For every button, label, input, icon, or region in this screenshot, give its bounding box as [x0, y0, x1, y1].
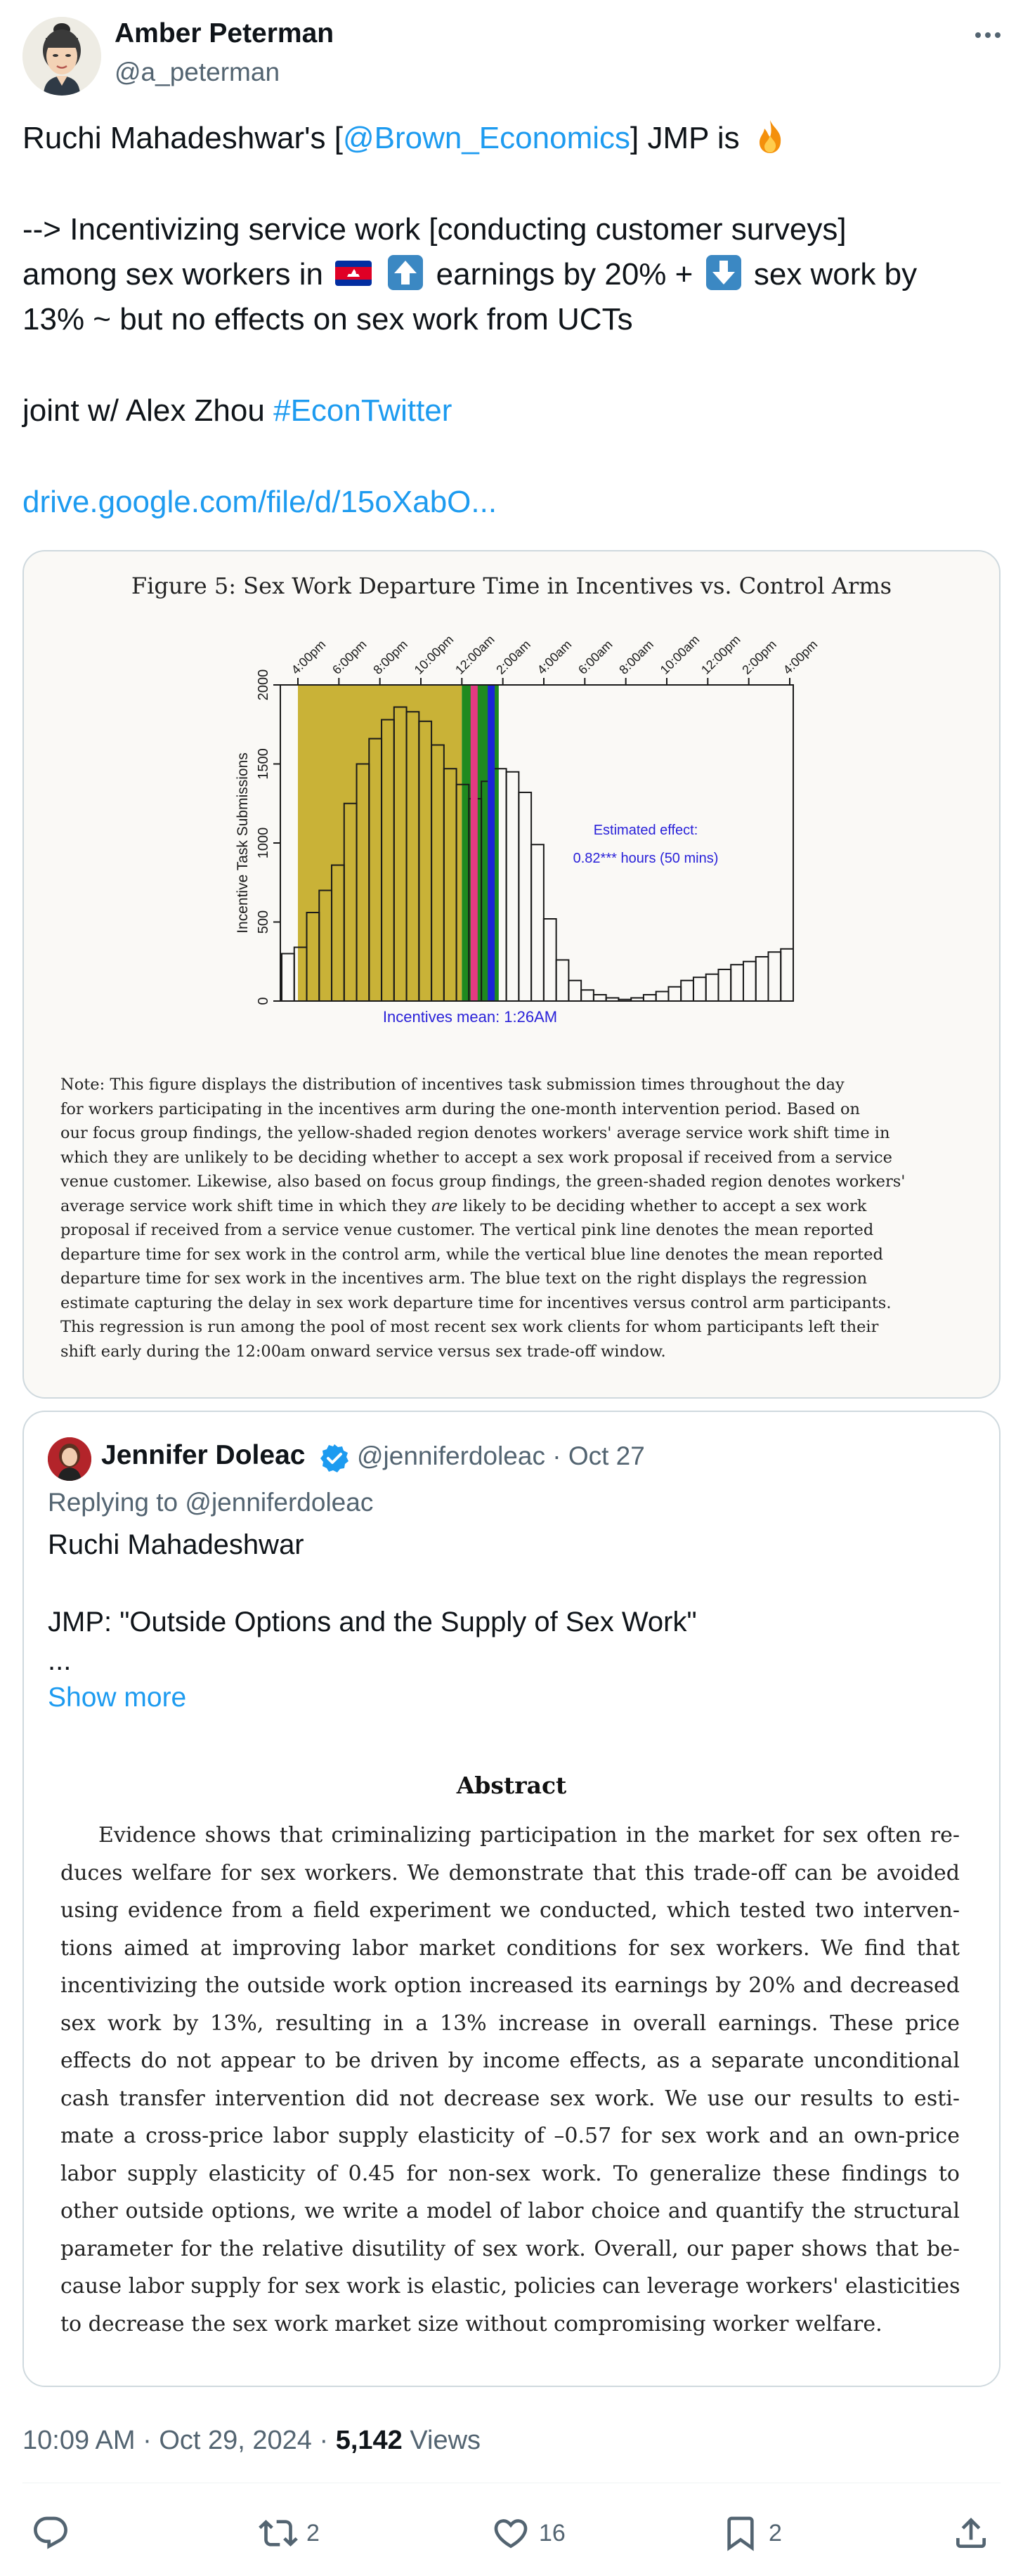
tweet-line-4: 13% ~ but no effects on sex work from UCTs [22, 302, 633, 336]
x-tick-label: 4:00am [534, 637, 575, 677]
hashtag-link[interactable]: #EconTwitter [273, 393, 452, 428]
histogram-bar [668, 987, 681, 1001]
x-tick-label: 4:00pm [780, 637, 821, 677]
histogram-bar [768, 952, 781, 1001]
quote-date: · Oct 27 [552, 1441, 645, 1470]
x-tick-label: 6:00pm [330, 637, 370, 677]
x-tick-label: 4:00pm [288, 637, 329, 677]
y-tick-label: 500 [256, 910, 271, 934]
yellow-shaded-region [298, 685, 462, 1001]
heart-icon [491, 2513, 530, 2553]
tweet-line-3: among sex workers in earnings by 20% + sex work by [22, 252, 992, 297]
reply-icon [31, 2513, 70, 2553]
person-avatar-icon [48, 1437, 91, 1481]
y-tick-label: 1000 [256, 827, 271, 859]
histogram-bar [731, 965, 743, 1001]
tweet-text [22, 116, 992, 525]
author-name[interactable]: Amber Peterman [115, 18, 334, 48]
x-tick-label: 10:00am [657, 632, 703, 677]
histogram-bar [507, 772, 519, 1001]
y-tick-label: 2000 [256, 669, 271, 701]
author-handle[interactable]: @a_peterman [115, 58, 280, 86]
tweet-line-2: --> Incentivizing service work [conducting customer surveys] [22, 212, 847, 247]
x-tick-label: 12:00pm [698, 632, 743, 677]
histogram-bar [556, 960, 569, 1002]
views-label: Views [410, 2426, 481, 2455]
fire-emoji-icon [751, 117, 789, 155]
like-count: 16 [539, 2519, 566, 2546]
annotation-value: 0.82*** hours (50 mins) [573, 851, 719, 866]
figure-image-card[interactable] [22, 550, 1001, 1399]
histogram-bar [519, 792, 531, 1001]
abstract-image[interactable] [24, 1742, 999, 2387]
quote-text: Ruchi Mahadeshwar JMP: "Outside Options and the Supply of Sex Work" ... [48, 1529, 697, 1676]
tweet-line-5: joint w/ Alex Zhou #EconTwitter [22, 393, 452, 428]
histogram-bar [581, 990, 594, 1001]
post-time[interactable]: 10:09 AM · Oct 29, 2024 · [22, 2426, 329, 2455]
show-more-link[interactable]: Show more [48, 1682, 187, 1713]
histogram-bar [681, 981, 693, 1001]
x-tick-label: 8:00am [616, 637, 656, 677]
quote-author-name[interactable]: Jennifer Doleac [101, 1440, 306, 1470]
retweet-icon [259, 2513, 298, 2553]
quote-author-avatar[interactable] [48, 1437, 91, 1481]
down-arrow-icon [705, 254, 743, 292]
histogram-bar [594, 995, 606, 1001]
like-button[interactable] [491, 2512, 566, 2554]
x-tick-label: 2:00pm [739, 637, 779, 677]
author-avatar[interactable] [22, 17, 101, 96]
bookmark-icon [721, 2513, 760, 2553]
share-icon [951, 2513, 991, 2553]
retweet-button[interactable] [259, 2512, 320, 2554]
annotation-title: Estimated effect: [593, 823, 698, 838]
histogram-bar [706, 974, 719, 1001]
histogram-bar [644, 995, 656, 1001]
histogram-bar [656, 992, 669, 1002]
histogram-bar [756, 957, 769, 1001]
histogram-bar [693, 977, 706, 1001]
x-tick-label: 2:00am [493, 637, 533, 677]
histogram-bar [544, 919, 556, 1001]
histogram-bar [531, 844, 544, 1001]
cartoon-avatar-icon [22, 17, 101, 96]
replying-to: Replying to @jenniferdoleac [48, 1488, 374, 1517]
histogram-bar [568, 981, 581, 1001]
bookmark-count: 2 [769, 2519, 782, 2546]
abstract-body: Evidence shows that criminalizing participation in the market for sex often re- duces welfare for sex workers. We demonstrate that this trade-off can be avoided using evidence from a field experiment we conducted, which tested two interven- tions aimed at improving labor market conditions for sex workers. We find that incentivizing the outside work option increased its earnings by 20% and decreased sex work by 13%, resulting in a 13% increase in overall earnings. These price effects do not appear to be driven by income effects, as a separate unconditional cash transfer intervention did not decrease sex work. We use our results to esti- mate a cross-price labor supply elasticity of –0.57 for sex work and an own-price labor supply elasticity of 0.45 for non-sex work. To generalize these findings to other outside options, we write a model of labor choice and quantify the structural parameter for the relative disutility of sex work. Overall, our paper shows that be- cause labor supply for sex work is elastic, policies can leverage workers' elasticities to decrease the sex work market size without compromising worker welfare. [60, 1823, 960, 2336]
reply-button[interactable] [31, 2512, 79, 2554]
histogram-chart [24, 551, 1001, 1071]
y-axis-label: Incentive Task Submissions [235, 752, 251, 934]
histogram-bar [718, 969, 731, 1001]
histogram-bar [781, 949, 793, 1001]
chart-title: Figure 5: Sex Work Departure Time in Incentives vs. Control Arms [131, 573, 892, 599]
x-tick-label: 6:00am [575, 637, 615, 677]
tweet-timestamp [22, 2426, 481, 2456]
abstract-title: Abstract [456, 1772, 567, 1799]
cambodia-flag-icon [334, 254, 372, 292]
y-tick-label: 0 [256, 997, 271, 1005]
views-count: 5,142 [335, 2426, 403, 2455]
mention-link[interactable]: @Brown_Economics [342, 121, 630, 155]
quoted-tweet-card[interactable] [22, 1411, 1001, 2387]
x-tick-label: 12:00am [452, 632, 497, 677]
up-arrow-icon [386, 254, 424, 292]
incentives-mean-label: Incentives mean: 1:26AM [382, 1008, 558, 1026]
histogram-bar [282, 954, 294, 1002]
quote-author-handle: @jenniferdoleac · Oct 27 [357, 1441, 645, 1470]
x-tick-label: 8:00pm [370, 637, 410, 677]
histogram-bar [743, 962, 756, 1001]
more-options-icon[interactable] [971, 21, 1005, 49]
x-tick-label: 10:00pm [411, 632, 457, 677]
figure-note: Note: This figure displays the distribution of incentives task submission times throughout the day for workers participating in the incentives arm during the one-month intervention period. Based on our focus group findings, the yellow-shaded region denotes workers' average service work shift time in which they are unlikely to be deciding whether to accept a sex work proposal if received from a service venue customer. Likewise, also based on focus group findings, the green-shaded region denotes workers' average service work shift time in which they are likely to be deciding whether to accept a sex work proposal if received from a service venue customer. The vertical pink line denotes the mean reported departure time for sex work in the control arm, while the vertical blue line denotes the mean reported departure time for sex work in the incentives arm. The blue text on the right displays the regression estimate capturing the delay in sex work departure time for incentives versus control arm participants. This regression is run among the pool of most recent sex work clients for whom participants left their shift early during the 12:00am onward service versus sex trade-off window. [60, 1075, 906, 1361]
y-tick-label: 1500 [256, 748, 271, 780]
share-button[interactable] [951, 2512, 991, 2554]
retweet-count: 2 [306, 2519, 320, 2546]
drive-link[interactable]: drive.google.com/file/d/15oXabO... [22, 485, 497, 519]
bookmark-button[interactable] [721, 2512, 782, 2554]
tweet-line-1: Ruchi Mahadeshwar's [@Brown_Economics] JMP is [22, 116, 992, 161]
verified-badge-icon [319, 1443, 350, 1474]
